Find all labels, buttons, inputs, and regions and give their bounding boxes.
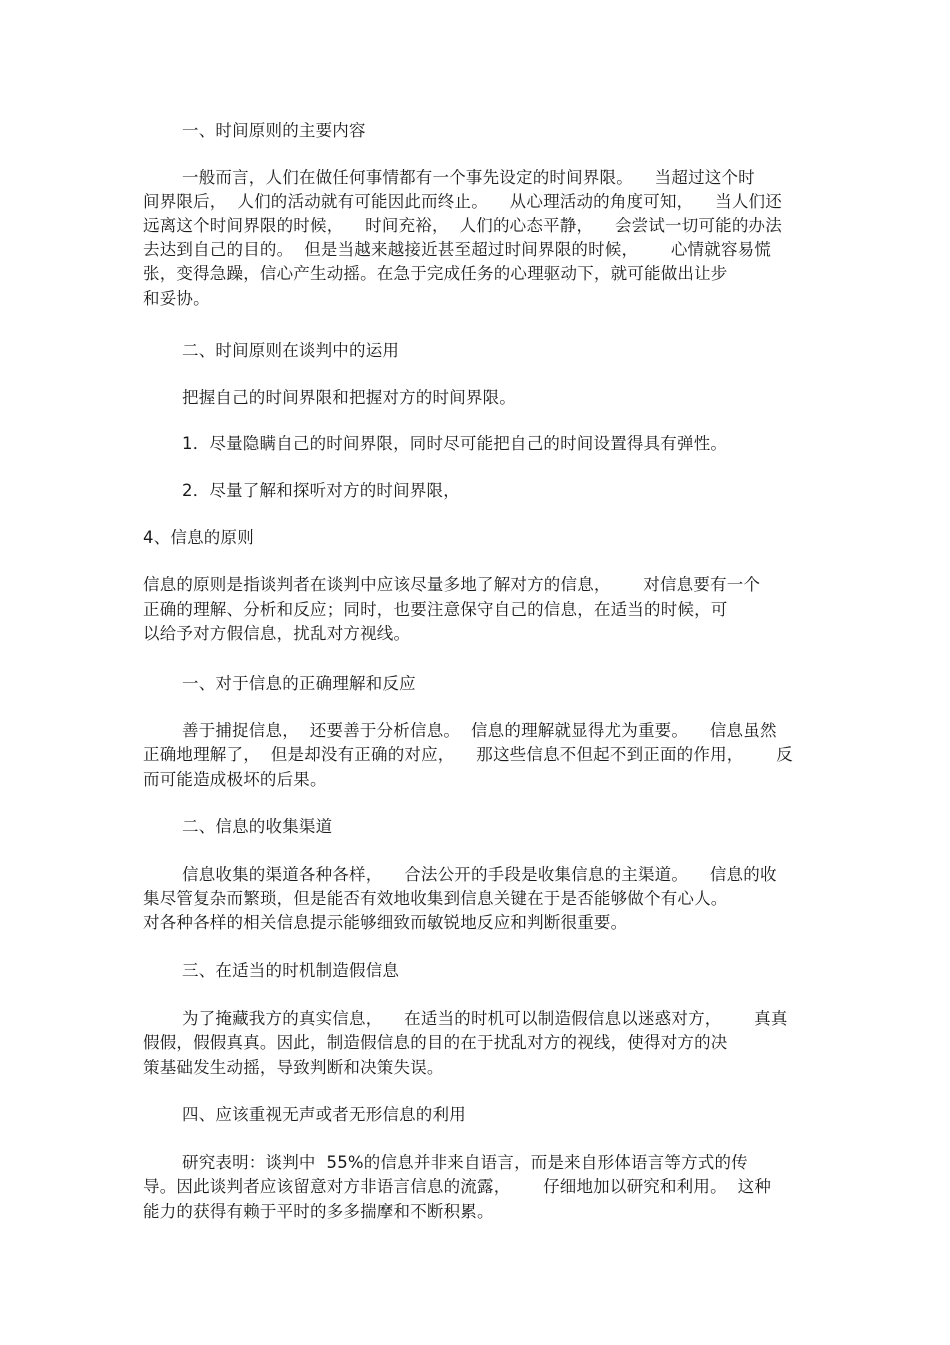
- section-heading: 三、在适当的时机制造假信息: [182, 961, 400, 980]
- paragraph-line: 正确的理解、分析和反应；同时，也要注意保守自己的信息，在适当的时候，可: [143, 600, 728, 619]
- paragraph-line: 一般而言，人们在做任何事情都有一个事先设定的时间界限。 当超过这个时: [182, 168, 755, 187]
- section-heading: 一、对于信息的正确理解和反应: [182, 674, 416, 693]
- paragraph-line: 为了掩藏我方的真实信息， 在适当的时机可以制造假信息以迷惑对方， 真真: [182, 1009, 788, 1028]
- paragraph-line: 而可能造成极坏的后果。: [143, 770, 327, 789]
- paragraph-line: 远离这个时间界限的时候， 时间充裕， 人们的心态平静， 会尝试一切可能的办法: [143, 216, 782, 235]
- paragraph-line: 去达到自己的目的。 但是当越来越接近甚至超过时间界限的时候， 心情就容易慌: [143, 240, 772, 259]
- paragraph-line: 研究表明：谈判中 55%的信息并非来自语言，而是来自形体语言等方式的传: [182, 1153, 748, 1172]
- paragraph-line: 对各种各样的相关信息提示能够细致而敏锐地反应和判断很重要。: [143, 913, 628, 932]
- list-item: 2．尽量了解和探听对方的时间界限，: [182, 481, 460, 500]
- paragraph-line: 以给予对方假信息，扰乱对方视线。: [143, 624, 411, 643]
- paragraph-line: 策基础发生动摇，导致判断和决策失误。: [143, 1058, 444, 1077]
- paragraph-line: 信息的原则是指谈判者在谈判中应该尽量多地了解对方的信息， 对信息要有一个: [143, 575, 761, 594]
- paragraph-line: 导。因此谈判者应该留意对方非语言信息的流露， 仔细地加以研究和利用。 这种: [143, 1177, 772, 1196]
- section-heading: 四、应该重视无声或者无形信息的利用: [182, 1105, 466, 1124]
- paragraph-line: 张，变得急躁，信心产生动摇。在急于完成任务的心理驱动下，就可能做出让步: [143, 264, 728, 283]
- paragraph-line: 假假，假假真真。因此，制造假信息的目的在于扰乱对方的视线，使得对方的决: [143, 1033, 728, 1052]
- paragraph-line: 能力的获得有赖于平时的多多揣摩和不断积累。: [143, 1202, 494, 1221]
- section-heading: 一、时间原则的主要内容: [182, 121, 366, 140]
- section-heading: 二、时间原则在谈判中的运用: [182, 341, 400, 360]
- paragraph-line: 正确地理解了， 但是却没有正确的对应， 那这些信息不但起不到正面的作用， 反: [143, 745, 793, 764]
- section-heading: 二、信息的收集渠道: [182, 817, 333, 836]
- list-item: 1．尽量隐瞒自己的时间界限，同时尽可能把自己的时间设置得具有弹性。: [182, 434, 728, 453]
- paragraph-line: 善于捕捉信息， 还要善于分析信息。 信息的理解就显得尤为重要。 信息虽然: [182, 721, 777, 740]
- paragraph-line: 集尽管复杂而繁琐，但是能否有效地收集到信息关键在于是否能够做个有心人。: [143, 889, 728, 908]
- section-title: 4、信息的原则: [143, 528, 254, 547]
- paragraph-line: 和妥协。: [143, 289, 210, 308]
- paragraph-line: 把握自己的时间界限和把握对方的时间界限。: [182, 388, 516, 407]
- paragraph-line: 信息收集的渠道各种各样， 合法公开的手段是收集信息的主渠道。 信息的收: [182, 865, 777, 884]
- paragraph-line: 间界限后， 人们的活动就有可能因此而终止。 从心理活动的角度可知， 当人们还: [143, 192, 782, 211]
